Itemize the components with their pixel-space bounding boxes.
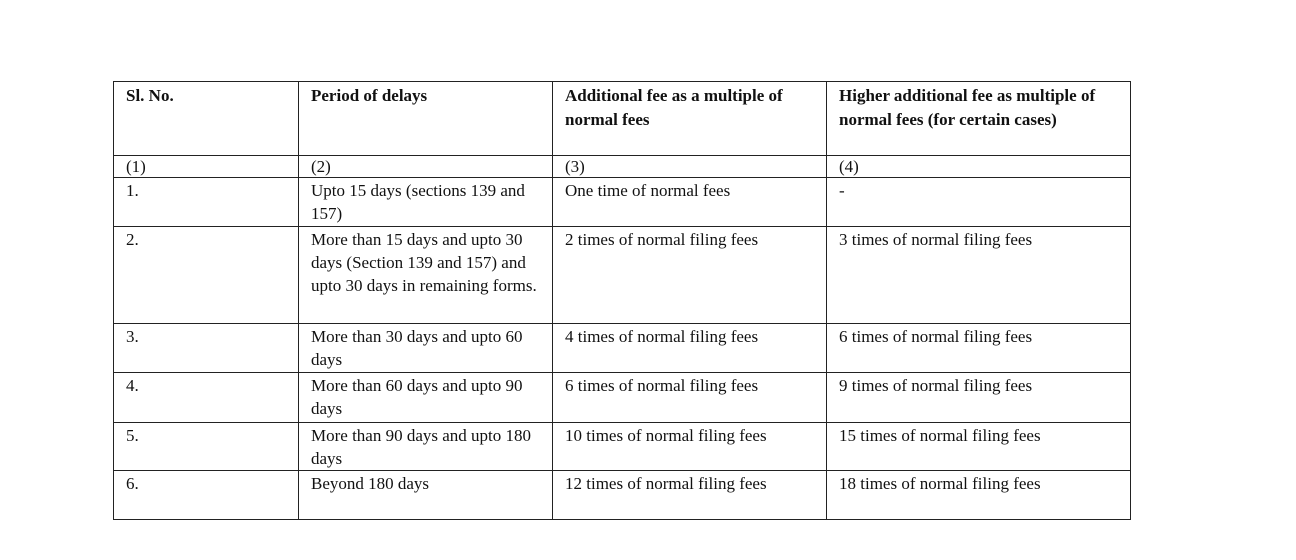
higher-fee-cell: - bbox=[827, 178, 1131, 227]
column-number: (4) bbox=[827, 156, 1131, 178]
column-number: (2) bbox=[299, 156, 553, 178]
sl-no-cell: 6. bbox=[114, 471, 299, 520]
period-cell: More than 30 days and upto 60 days bbox=[299, 324, 553, 373]
higher-fee-cell: 3 times of normal filing fees bbox=[827, 227, 1131, 324]
additional-fee-cell: One time of normal fees bbox=[553, 178, 827, 227]
period-cell: Beyond 180 days bbox=[299, 471, 553, 520]
fee-table bbox=[113, 81, 1131, 520]
header-sl-no: Sl. No. bbox=[114, 82, 299, 156]
additional-fee-cell: 6 times of normal filing fees bbox=[553, 373, 827, 423]
sl-no-cell: 2. bbox=[114, 227, 299, 324]
header-higher-additional-fee: Higher additional fee as multiple of normal fees (for certain cases) bbox=[827, 82, 1131, 156]
table-row bbox=[114, 178, 1131, 227]
higher-fee-cell: 9 times of normal filing fees bbox=[827, 373, 1131, 423]
additional-fee-cell: 10 times of normal filing fees bbox=[553, 423, 827, 471]
table-row bbox=[114, 471, 1131, 520]
table-row bbox=[114, 227, 1131, 324]
additional-fee-cell: 2 times of normal filing fees bbox=[553, 227, 827, 324]
sl-no-cell: 1. bbox=[114, 178, 299, 227]
header-additional-fee: Additional fee as a multiple of normal fees bbox=[553, 82, 827, 156]
column-number: (1) bbox=[114, 156, 299, 178]
period-cell: Upto 15 days (sections 139 and 157) bbox=[299, 178, 553, 227]
sl-no-cell: 5. bbox=[114, 423, 299, 471]
column-number-row bbox=[114, 156, 1131, 178]
additional-fee-cell: 12 times of normal filing fees bbox=[553, 471, 827, 520]
higher-fee-cell: 15 times of normal filing fees bbox=[827, 423, 1131, 471]
period-cell: More than 90 days and upto 180 days bbox=[299, 423, 553, 471]
additional-fee-cell: 4 times of normal filing fees bbox=[553, 324, 827, 373]
table-row bbox=[114, 423, 1131, 471]
period-cell: More than 60 days and upto 90 days bbox=[299, 373, 553, 423]
period-cell: More than 15 days and upto 30 days (Section 139 and 157) and upto 30 days in remaining forms. bbox=[299, 227, 553, 324]
header-row bbox=[114, 82, 1131, 156]
sl-no-cell: 3. bbox=[114, 324, 299, 373]
sl-no-cell: 4. bbox=[114, 373, 299, 423]
higher-fee-cell: 6 times of normal filing fees bbox=[827, 324, 1131, 373]
header-period: Period of delays bbox=[299, 82, 553, 156]
higher-fee-cell: 18 times of normal filing fees bbox=[827, 471, 1131, 520]
table-row bbox=[114, 373, 1131, 423]
table-row bbox=[114, 324, 1131, 373]
column-number: (3) bbox=[553, 156, 827, 178]
